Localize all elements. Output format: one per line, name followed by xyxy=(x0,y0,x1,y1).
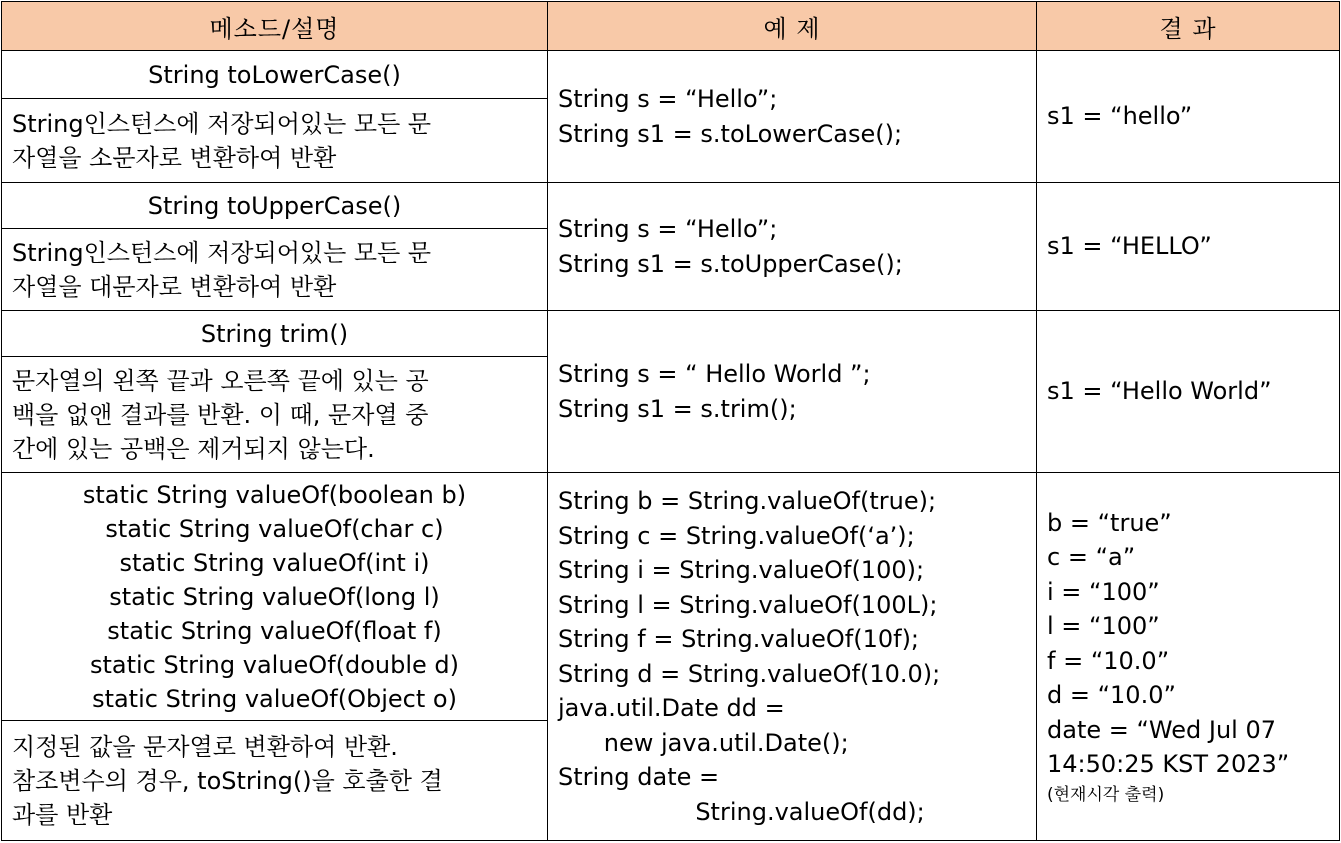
example-line: String d = String.valueOf(10.0); xyxy=(558,659,941,688)
example-cell xyxy=(548,183,1037,311)
result-line: s1 = “hello” xyxy=(1047,102,1193,131)
result-cell xyxy=(1037,183,1340,311)
example-line: String s1 = s.toLowerCase(); xyxy=(558,119,903,148)
result-line: date = “Wed Jul 07 xyxy=(1047,715,1276,744)
method-signature: String toUpperCase() xyxy=(147,191,402,220)
result-note: (현재시각 출력) xyxy=(1047,784,1165,805)
description-line: 자열을 소문자로 변환하여 반환 xyxy=(12,143,337,172)
table-row xyxy=(2,183,1340,229)
method-signature: String toLowerCase() xyxy=(148,60,401,89)
example-cell xyxy=(548,51,1037,183)
example-line: String date = xyxy=(558,763,720,791)
header-example: 예 제 xyxy=(548,2,1037,51)
example-line: String s1 = s.toUpperCase(); xyxy=(558,249,903,278)
method-signature: static String valueOf(Object o) xyxy=(92,684,457,713)
result-line: c = “a” xyxy=(1047,543,1136,571)
table-row xyxy=(2,51,1340,99)
description-line: 과를 반환 xyxy=(12,800,113,829)
example-line: String l = String.valueOf(100L); xyxy=(558,590,938,619)
result-cell xyxy=(1037,311,1340,473)
description-line: 참조변수의 경우, toString()을 호출한 결 xyxy=(12,766,443,795)
example-line: String b = String.valueOf(true); xyxy=(558,487,937,515)
example-line: String i = String.valueOf(100); xyxy=(558,556,925,584)
example-cell xyxy=(548,311,1037,473)
header-row xyxy=(2,2,1340,51)
description-line: 간에 있는 공백은 제거되지 않는다. xyxy=(12,434,375,463)
description-line: 지정된 값을 문자열로 변환하여 반환. xyxy=(12,732,398,761)
example-line: String s = “Hello”; xyxy=(558,215,778,243)
example-line: new java.util.Date(); xyxy=(558,728,849,757)
method-signature: static String valueOf(double d) xyxy=(89,650,460,679)
header-result: 결 과 xyxy=(1037,2,1340,51)
method-description-cell xyxy=(2,357,548,473)
method-signature-cell xyxy=(2,311,548,357)
result-line: i = “100” xyxy=(1047,577,1160,606)
method-signature: static String valueOf(long l) xyxy=(109,582,440,611)
method-signature-cell xyxy=(2,51,548,99)
header-method-description: 메소드/설명 xyxy=(2,2,548,51)
result-line: d = “10.0” xyxy=(1047,681,1176,709)
method-signature: static String valueOf(float f) xyxy=(107,616,442,645)
example-line: String s = “ Hello World ”; xyxy=(558,360,871,388)
method-description-cell xyxy=(2,721,548,841)
example-line: java.util.Date dd = xyxy=(558,694,785,722)
string-methods-table xyxy=(1,1,1340,841)
method-signature-cell xyxy=(2,473,548,721)
description-line: String인스턴스에 저장되어있는 모든 문 xyxy=(12,238,432,267)
method-description-cell xyxy=(2,99,548,183)
method-signature: static String valueOf(boolean b) xyxy=(82,480,467,509)
result-line: s1 = “Hello World” xyxy=(1047,377,1272,406)
example-cell xyxy=(548,473,1037,841)
example-line: String s1 = s.trim(); xyxy=(558,394,797,423)
method-signature-cell xyxy=(2,183,548,229)
result-line: f = “10.0” xyxy=(1047,646,1170,675)
example-line: String s = “Hello”; xyxy=(558,85,778,113)
result-cell xyxy=(1037,51,1340,183)
table-row xyxy=(2,311,1340,357)
table-row xyxy=(2,473,1340,721)
result-line: 14:50:25 KST 2023” xyxy=(1047,750,1290,778)
example-line: String.valueOf(dd); xyxy=(558,797,925,826)
description-line: 백을 없앤 결과를 반환. 이 때, 문자열 중 xyxy=(12,400,429,429)
result-line: s1 = “HELLO” xyxy=(1047,232,1212,261)
description-line: 문자열의 왼쪽 끝과 오른쪽 끝에 있는 공 xyxy=(12,366,429,395)
result-line: b = “true” xyxy=(1047,508,1172,537)
result-cell xyxy=(1037,473,1340,841)
result-line: l = “100” xyxy=(1047,612,1160,640)
method-signature: static String valueOf(int i) xyxy=(119,548,430,577)
method-signature: static String valueOf(char c) xyxy=(105,514,444,543)
example-line: String f = String.valueOf(10f); xyxy=(558,625,920,653)
description-line: String인스턴스에 저장되어있는 모든 문 xyxy=(12,109,432,138)
method-description-cell xyxy=(2,229,548,311)
description-line: 자열을 대문자로 변환하여 반환 xyxy=(12,272,337,301)
method-signature: String trim() xyxy=(200,319,349,348)
example-line: String c = String.valueOf(‘a’); xyxy=(558,521,915,550)
